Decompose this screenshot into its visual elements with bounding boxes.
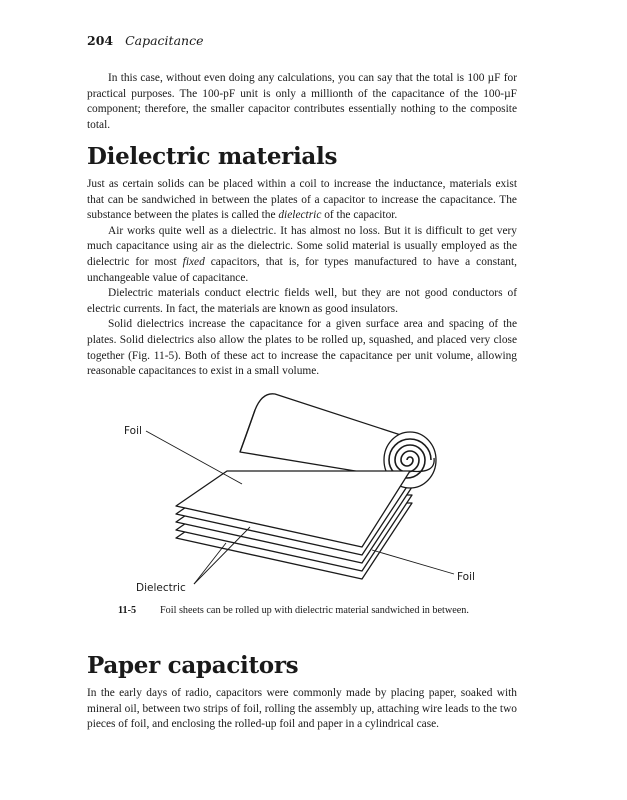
figure-number: 11-5	[118, 605, 137, 616]
section-heading-paper: Paper capacitors	[87, 652, 299, 679]
leader-foil-right	[372, 550, 454, 574]
paper-body	[87, 686, 517, 733]
dielectric-paragraph-1: Just as certain solids can be placed within a coil to increase the inductance, materials exist that can be sandwiched in between the plates of a capacitor to increase the capacitance. The substance between the plates is called the dielectric of the capacitor.	[87, 178, 517, 222]
dielectric-body	[87, 177, 517, 380]
dielectric-paragraph-3: Dielectric materials conduct electric fields well, but they are not good conductors of electric currents. In fact, the materials are known as good insulators.	[87, 287, 517, 315]
figure-caption-text: Foil sheets can be rolled up with dielectric material sandwiched in between.	[160, 605, 469, 616]
intro-paragraph-block	[87, 71, 517, 133]
dielectric-paragraph-2: Air works quite well as a dielectric. It has almost no loss. But it is difficult to get very much capacitance using air as the dielectric. Some solid material is usually employed as the dielectric for most fixed capacitors, that is, for types manufactured to have a constant, unchangeable value of capacitance.	[87, 224, 517, 284]
leader-foil-left	[146, 431, 242, 484]
section-heading-dielectric: Dielectric materials	[87, 143, 338, 170]
leader-dielectric-2	[194, 543, 226, 584]
dielectric-paragraph-4: Solid dielectrics increase the capacitance for a given surface area and spacing of the plates. Solid dielectrics also allow the plates to be rolled up, squashed, and placed very close together (Fig. 11-5). Both of these act to increase the capacitance per unit volume, allowing reasonable capacitances to exist in a small volume.	[87, 318, 517, 378]
page-number: 204	[87, 33, 114, 48]
label-dielectric: Dielectric	[136, 582, 186, 594]
running-section-title: Capacitance	[125, 33, 204, 48]
intro-paragraph: In this case, without even doing any calculations, you can say that the total is 100 µF for practical purposes. The 100-pF unit is only a millionth of the capacitance of the 100-µF component; therefore, the smaller capacitor contributes essentially nothing to the composite total.	[87, 72, 517, 131]
figure-caption	[118, 604, 498, 618]
running-header	[87, 33, 203, 48]
figure-rolled-foil-capacitor	[110, 388, 490, 600]
label-foil-left: Foil	[124, 425, 142, 437]
paper-paragraph-1: In the early days of radio, capacitors were commonly made by placing paper, soaked with mineral oil, between two strips of foil, rolling the assembly up, attaching wire leads to the two pieces of foil, and enclosing the rolled-up foil and paper in a cylindrical case.	[87, 687, 517, 731]
label-foil-right: Foil	[457, 571, 475, 583]
